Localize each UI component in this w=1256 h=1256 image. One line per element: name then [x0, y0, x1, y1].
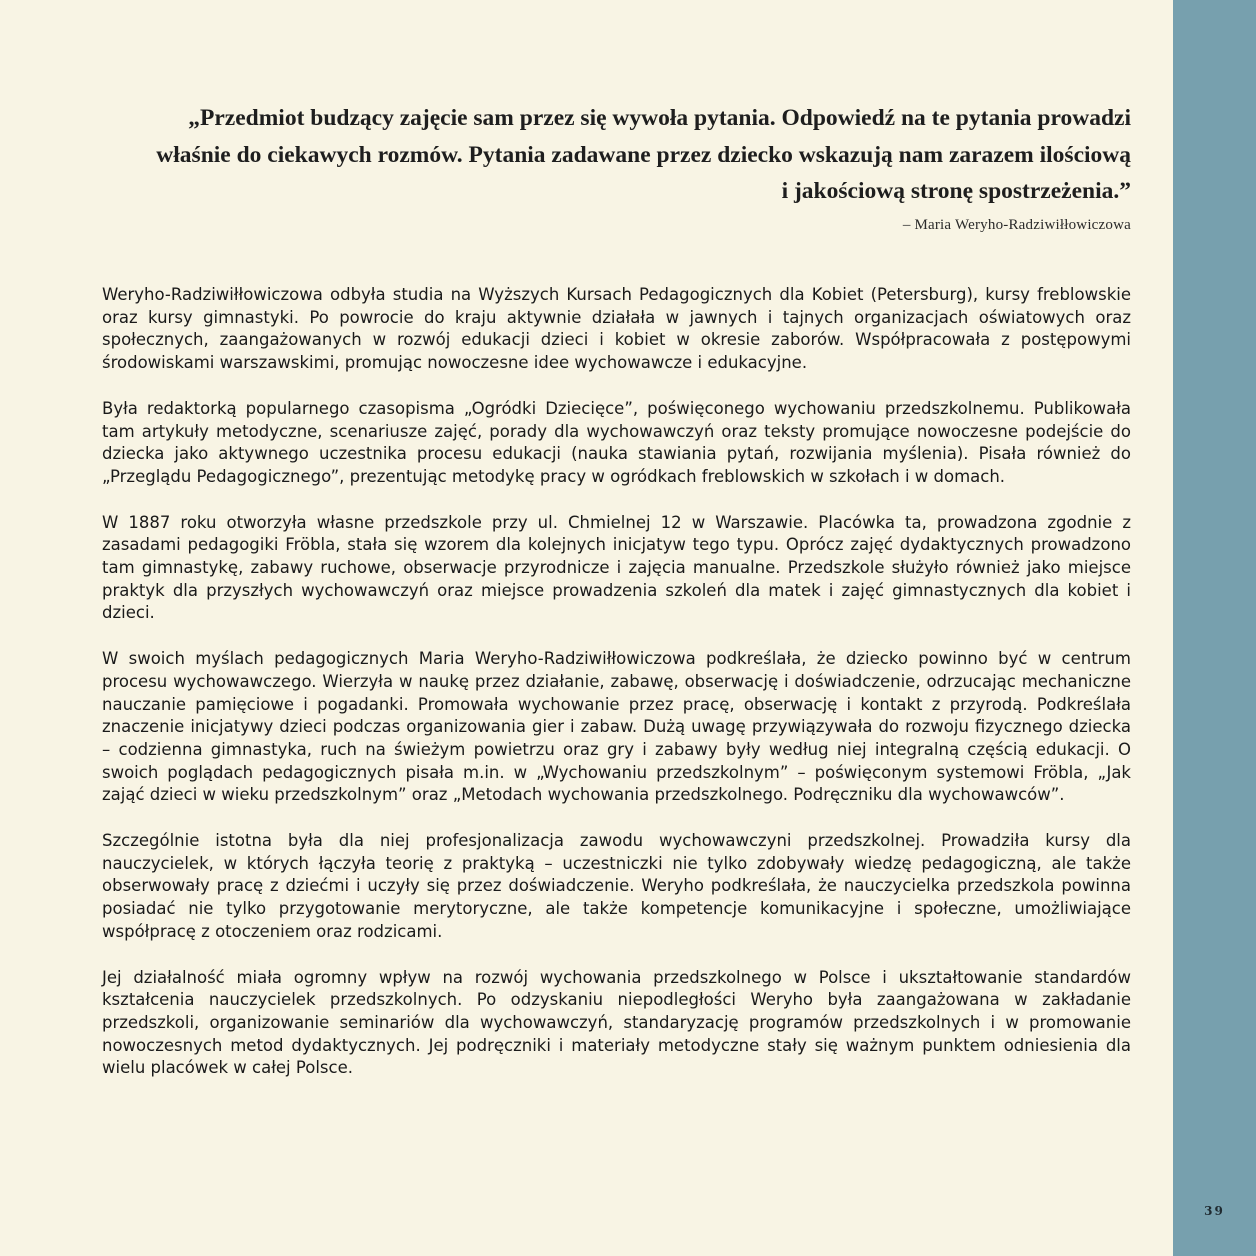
quote-line: właśnie do ciekawych rozmów. Pytania zadawane przez dziecko wskazują nam zarazem ilościową	[156, 141, 1131, 168]
quote-text	[130, 100, 1131, 210]
paragraph: W swoich myślach pedagogicznych Maria Weryho-Radziwiłłowiczowa podkreślała, że dziecko powinno być w centrum procesu wychowawczego. Wierzyła w naukę przez działanie, zabawę, obserwację i doświadczenie, odrzucając mechaniczne nauczanie pamięciowe i pogadanki. Promowała wychowanie przez pracę, obserwację i kontakt z przyrodą. Podkreślała znaczenie inicjatywy dzieci podczas organizowania gier i zabaw. Dużą uwagę przywiązywała do rozwoju fizycznego dziecka – codzienna gimnastyka, ruch na świeżym powietrzu oraz gry i zabawy były według niej integralną częścią edukacji. O swoich poglądach pedagogicznych pisała m.in. w „Wychowaniu przedszkolnym” – poświęconym systemowi Fröbla, „Jak zająć dzieci w wieku przedszkolnym” oraz „Metodach wychowania przedszkolnego. Podręczniku dla wychowawców”.	[102, 649, 1131, 805]
side-color-bar	[1173, 0, 1256, 1256]
paragraph: Jej działalność miała ogromny wpływ na rozwój wychowania przedszkolnego w Polsce i ukształtowanie standardów kształcenia nauczycielek przedszkolnych. Po odzyskaniu niepodległości Weryho była zaangażowana w zakładanie przedszkoli, organizowanie seminariów dla wychowawczyń, standaryzację programów przedszkolnych i w promowanie nowoczesnych metod dydaktycznych. Jej podręczniki i materiały metodyczne stały się ważnym punktem odniesienia dla wielu placówek w całej Polsce.	[102, 967, 1131, 1078]
epigraph-quote	[130, 100, 1131, 235]
paragraph: W 1887 roku otworzyła własne przedszkole przy ul. Chmielnej 12 w Warszawie. Placówka ta, prowadzona zgodnie z zasadami pedagogiki Fröbla, stała się wzorem dla kolejnych inicjatyw tego typu. Oprócz zajęć dydaktycznych prowadzono tam gimnastykę, zabawy ruchowe, obserwacje przyrodnicze i zajęcia manualne. Przedszkole służyło również jako miejsce praktyk dla przyszłych wychowawczyń oraz miejsce prowadzenia szkoleń dla matek i zajęć gimnastycznych dla kobiet i dzieci.	[102, 512, 1131, 623]
paragraph: Weryho-Radziwiłłowiczowa odbyła studia na Wyższych Kursach Pedagogicznych dla Kobiet (Petersburg), kursy freblowskie oraz kursy gimnastyki. Po powrocie do kraju aktywnie działała w jawnych i tajnych organizacjach oświatowych oraz społecznych, zaangażowanych w rozwój edukacji dzieci i kobiet w okresie zaborów. Współpracowała z postępowymi środowiskami warszawskimi, promując nowoczesne idee wychowawcze i edukacyjne.	[102, 285, 1131, 373]
quote-line: i jakościową stronę spostrzeżenia.”	[781, 178, 1131, 204]
quote-line: „Przedmiot budzący zajęcie sam przez się wywoła pytania. Odpowiedź na te pytania prowadzi	[188, 105, 1131, 131]
quote-author: – Maria Weryho-Radziwiłłowiczowa	[902, 216, 1131, 233]
paragraph: Szczególnie istotna była dla niej profesjonalizacja zawodu wychowawczyni przedszkolnej. Prowadziła kursy dla nauczycielek, w których łączyła teorię z praktyką – uczestniczki nie tylko zdobywały wiedzę pedagogiczną, ale także obserwowały pracę z dziećmi i uczyły się przez doświadczenie. Weryho podkreślała, że nauczycielka przedszkola powinna posiadać nie tylko przygotowanie merytoryczne, ale także kompetencje komunikacyjne i społeczne, umożliwiające współpracę z otoczeniem oraz rodzicami.	[102, 831, 1131, 941]
body-text	[102, 284, 1131, 1103]
page-number: 39	[1204, 1204, 1225, 1218]
paragraph: Była redaktorką popularnego czasopisma „Ogródki Dziecięce”, poświęconego wychowaniu przedszkolnemu. Publikowała tam artykuły metodyczne, scenariusze zajęć, porady dla wychowawczyń oraz teksty promujące nowoczesne podejście do dziecka jako aktywnego uczestnika procesu edukacji (nauka stawiania pytań, rozwijania myślenia). Pisała również do „Przeglądu Pedagogicznego”, prezentując metodykę pracy w ogródkach freblowskich w szkołach i w domach.	[102, 398, 1131, 486]
